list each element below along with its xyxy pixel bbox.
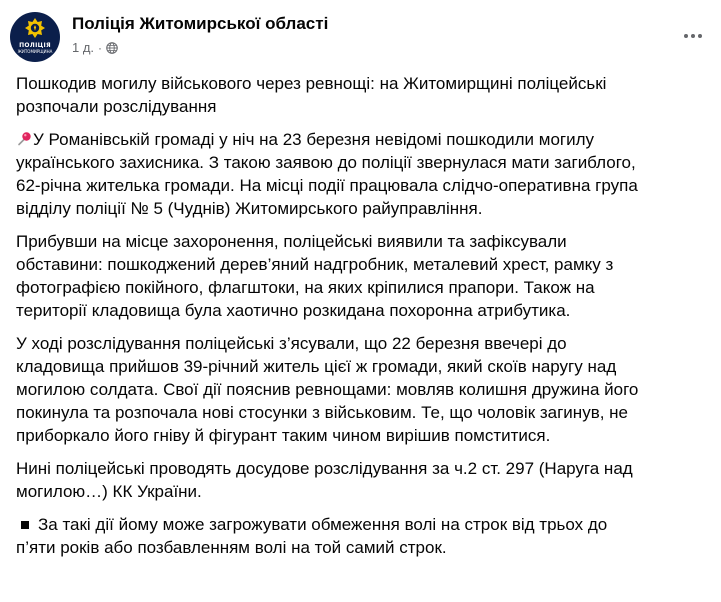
p3-line-3: могилою солдата. Свої дії пояснив ревнощами: мовляв колишня дружина його bbox=[16, 380, 639, 399]
paragraph-4 bbox=[16, 457, 716, 503]
p2-line-2: обставини: пошкоджений дерев’яний надгробник, металевий хрест, рамку з bbox=[16, 255, 614, 274]
post-timestamp[interactable]: 1 д. bbox=[72, 40, 95, 55]
title-line-2: розпочали розслідування bbox=[16, 97, 217, 116]
p4-line-2: могилою…) КК України. bbox=[16, 482, 202, 501]
post-title bbox=[16, 72, 716, 118]
p1-line-3: 62-річна жителька громади. На місці події працювала слідчо-оперативна група bbox=[16, 176, 638, 195]
post-body bbox=[16, 72, 716, 569]
page-avatar[interactable] bbox=[10, 12, 60, 62]
more-options-button[interactable] bbox=[675, 18, 711, 54]
title-line-1: Пошкодив могилу військового через ревнощі: на Житомирщині поліцейські bbox=[16, 74, 607, 93]
p1-line-1: У Романівській громаді у ніч на 23 березня невідомі пошкодили могилу bbox=[33, 130, 595, 149]
p4-line-1: Нині поліцейські проводять досудове розслідування за ч.2 ст. 297 (Наруга над bbox=[16, 459, 633, 478]
avatar-text-line2: ЖИТОМИРЩИНА bbox=[17, 49, 53, 54]
page-name-link[interactable]: Поліція Житомирської області bbox=[72, 14, 329, 33]
p2-line-4: території кладовища була хаотично розкидана похоронна атрибутика. bbox=[16, 301, 571, 320]
p3-line-1: У ході розслідування поліцейські з’ясували, що 22 березня ввечері до bbox=[16, 334, 567, 353]
meta-separator: · bbox=[98, 40, 103, 55]
p3-line-5: приборкало його гніву й фігурант таким чином вирішив помститися. bbox=[16, 426, 551, 445]
more-horizontal-icon bbox=[698, 34, 702, 38]
paragraph-2 bbox=[16, 230, 716, 322]
paragraph-1 bbox=[16, 128, 716, 220]
p2-line-1: Прибувши на місце захоронення, поліцейські виявили та зафіксували bbox=[16, 232, 567, 251]
p1-line-2: українського захисника. З такою заявою до поліції звернулася мати загиблого, bbox=[16, 153, 636, 172]
avatar-text-line1: ПОЛІЦІЯ bbox=[19, 42, 51, 49]
globe-icon[interactable] bbox=[106, 42, 118, 54]
p1-line-4: відділу поліції № 5 (Чуднів) Житомирського райуправління. bbox=[16, 199, 483, 218]
more-horizontal-icon bbox=[684, 34, 688, 38]
p3-line-2: кладовища прийшов 39-річний житель цієї ж громади, який скоїв наругу над bbox=[16, 357, 617, 376]
police-badge-icon bbox=[23, 17, 47, 41]
more-horizontal-icon bbox=[691, 34, 695, 38]
p5-line-1: За такі дії йому може загрожувати обмеження волі на строк від трьох до bbox=[38, 515, 608, 534]
paragraph-3 bbox=[16, 332, 716, 447]
p3-line-4: покинула та розпочала нові стосунки з військовим. Те, що чоловік загинув, не bbox=[16, 403, 629, 422]
black-square-icon bbox=[21, 521, 29, 529]
pushpin-icon bbox=[16, 131, 32, 147]
p5-line-2: п’яти років або позбавленням волі на той самий строк. bbox=[16, 538, 447, 557]
post-meta bbox=[72, 40, 118, 55]
post-header bbox=[10, 10, 711, 66]
p2-line-3: фотографією покійного, флагштоки, на яких кріпилися прапори. Також на bbox=[16, 278, 595, 297]
paragraph-5 bbox=[16, 513, 716, 559]
